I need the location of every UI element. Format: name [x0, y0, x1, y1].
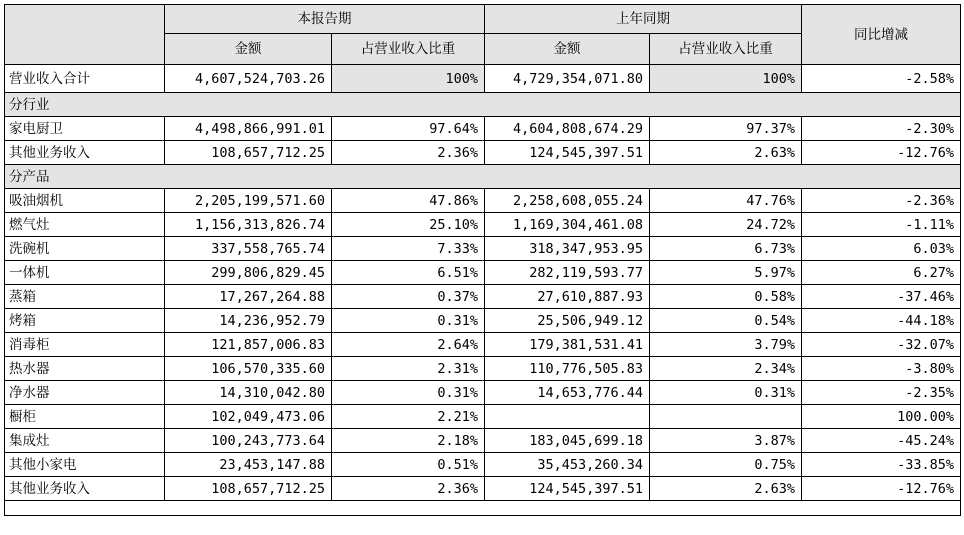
prev-share-cell: 3.79% [650, 333, 802, 357]
row-label: 烤箱 [5, 309, 165, 333]
cur-amount-cell: 23,453,147.88 [165, 453, 332, 477]
cur-share-cell: 0.37% [332, 285, 485, 309]
prev-amount-cell: 4,604,808,674.29 [485, 117, 650, 141]
prev-amount-cell: 179,381,531.41 [485, 333, 650, 357]
table-row [5, 261, 961, 285]
cur-amount-cell: 106,570,335.60 [165, 357, 332, 381]
yoy-cell: -32.07% [802, 333, 961, 357]
table-row [5, 453, 961, 477]
cur-amount-cell: 2,205,199,571.60 [165, 189, 332, 213]
cur-share-cell: 2.18% [332, 429, 485, 453]
prev-share-cell: 0.75% [650, 453, 802, 477]
row-label: 一体机 [5, 261, 165, 285]
cur-amount-cell: 14,310,042.80 [165, 381, 332, 405]
cur-share-cell: 2.64% [332, 333, 485, 357]
prev-share-cell: 3.87% [650, 429, 802, 453]
prev-share-cell: 97.37% [650, 117, 802, 141]
prev-share-cell: 2.63% [650, 477, 802, 501]
table-row [5, 477, 961, 501]
prev-amount-cell: 318,347,953.95 [485, 237, 650, 261]
cur-amount-cell: 17,267,264.88 [165, 285, 332, 309]
row-label: 蒸箱 [5, 285, 165, 309]
prev-amount-cell: 183,045,699.18 [485, 429, 650, 453]
yoy-cell: 6.03% [802, 237, 961, 261]
total-row [5, 65, 961, 93]
prev-amount-cell: 124,545,397.51 [485, 141, 650, 165]
table-row [5, 429, 961, 453]
table-row [5, 285, 961, 309]
yoy-cell: 6.27% [802, 261, 961, 285]
cur-share-cell: 0.31% [332, 381, 485, 405]
cur-amount-cell: 108,657,712.25 [165, 477, 332, 501]
row-label: 家电厨卫 [5, 117, 165, 141]
yoy-cell: -33.85% [802, 453, 961, 477]
prev-share-cell: 0.58% [650, 285, 802, 309]
prev-share-cell [650, 405, 802, 429]
row-label: 洗碗机 [5, 237, 165, 261]
cur-amount-cell: 1,156,313,826.74 [165, 213, 332, 237]
row-label: 热水器 [5, 357, 165, 381]
row-label: 吸油烟机 [5, 189, 165, 213]
revenue-breakdown-table [4, 4, 961, 516]
header-prev-share: 占营业收入比重 [650, 34, 802, 65]
yoy-cell: -2.36% [802, 189, 961, 213]
cur-share-cell: 100% [332, 65, 485, 93]
prev-share-cell: 0.31% [650, 381, 802, 405]
cur-amount-cell: 299,806,829.45 [165, 261, 332, 285]
header-prev-amount: 金额 [485, 34, 650, 65]
table-continuation-row [5, 501, 961, 516]
prev-amount-cell [485, 405, 650, 429]
yoy-cell: -3.80% [802, 357, 961, 381]
prev-share-cell: 100% [650, 65, 802, 93]
section-row-industry [5, 93, 961, 117]
prev-amount-cell: 110,776,505.83 [485, 357, 650, 381]
table-row [5, 381, 961, 405]
table-header [5, 5, 961, 65]
table-row [5, 309, 961, 333]
prev-amount-cell: 124,545,397.51 [485, 477, 650, 501]
yoy-cell: 100.00% [802, 405, 961, 429]
header-cur-share: 占营业收入比重 [332, 34, 485, 65]
table-row [5, 189, 961, 213]
cur-share-cell: 2.36% [332, 141, 485, 165]
continuation-cell [5, 501, 961, 516]
cur-amount-cell: 121,857,006.83 [165, 333, 332, 357]
prev-amount-cell: 35,453,260.34 [485, 453, 650, 477]
section-title: 分行业 [5, 93, 961, 117]
row-label: 其他业务收入 [5, 477, 165, 501]
table-row [5, 117, 961, 141]
table-row [5, 141, 961, 165]
cur-amount-cell: 14,236,952.79 [165, 309, 332, 333]
yoy-cell: -1.11% [802, 213, 961, 237]
row-label: 消毒柜 [5, 333, 165, 357]
yoy-cell: -2.35% [802, 381, 961, 405]
header-blank-cell [5, 5, 165, 65]
prev-amount-cell: 4,729,354,071.80 [485, 65, 650, 93]
row-label: 橱柜 [5, 405, 165, 429]
yoy-cell: -44.18% [802, 309, 961, 333]
cur-amount-cell: 4,498,866,991.01 [165, 117, 332, 141]
header-current-period: 本报告期 [165, 5, 485, 34]
header-yoy-change: 同比增减 [802, 5, 961, 65]
cur-amount-cell: 4,607,524,703.26 [165, 65, 332, 93]
yoy-cell: -12.76% [802, 477, 961, 501]
row-label: 净水器 [5, 381, 165, 405]
yoy-cell: -45.24% [802, 429, 961, 453]
cur-share-cell: 2.36% [332, 477, 485, 501]
prev-amount-cell: 27,610,887.93 [485, 285, 650, 309]
cur-share-cell: 7.33% [332, 237, 485, 261]
section-row-product [5, 165, 961, 189]
table-row [5, 405, 961, 429]
prev-share-cell: 5.97% [650, 261, 802, 285]
cur-share-cell: 47.86% [332, 189, 485, 213]
row-label: 燃气灶 [5, 213, 165, 237]
table-row [5, 237, 961, 261]
row-label: 其他小家电 [5, 453, 165, 477]
cur-share-cell: 2.31% [332, 357, 485, 381]
cur-share-cell: 97.64% [332, 117, 485, 141]
cur-amount-cell: 337,558,765.74 [165, 237, 332, 261]
cur-share-cell: 2.21% [332, 405, 485, 429]
cur-share-cell: 6.51% [332, 261, 485, 285]
prev-amount-cell: 25,506,949.12 [485, 309, 650, 333]
table-row [5, 357, 961, 381]
prev-amount-cell: 1,169,304,461.08 [485, 213, 650, 237]
prev-share-cell: 24.72% [650, 213, 802, 237]
header-cur-amount: 金额 [165, 34, 332, 65]
cur-amount-cell: 102,049,473.06 [165, 405, 332, 429]
prev-share-cell: 2.34% [650, 357, 802, 381]
header-last-year-period: 上年同期 [485, 5, 802, 34]
cur-share-cell: 0.31% [332, 309, 485, 333]
table-row [5, 213, 961, 237]
prev-share-cell: 2.63% [650, 141, 802, 165]
cur-share-cell: 25.10% [332, 213, 485, 237]
cur-amount-cell: 100,243,773.64 [165, 429, 332, 453]
table-row [5, 333, 961, 357]
yoy-cell: -37.46% [802, 285, 961, 309]
header-row-period [5, 5, 961, 34]
yoy-cell: -2.58% [802, 65, 961, 93]
row-label: 营业收入合计 [5, 65, 165, 93]
yoy-cell: -2.30% [802, 117, 961, 141]
cur-amount-cell: 108,657,712.25 [165, 141, 332, 165]
section-title: 分产品 [5, 165, 961, 189]
prev-share-cell: 0.54% [650, 309, 802, 333]
prev-amount-cell: 282,119,593.77 [485, 261, 650, 285]
prev-share-cell: 47.76% [650, 189, 802, 213]
prev-amount-cell: 14,653,776.44 [485, 381, 650, 405]
table-body [5, 65, 961, 516]
prev-amount-cell: 2,258,608,055.24 [485, 189, 650, 213]
row-label: 集成灶 [5, 429, 165, 453]
yoy-cell: -12.76% [802, 141, 961, 165]
row-label: 其他业务收入 [5, 141, 165, 165]
prev-share-cell: 6.73% [650, 237, 802, 261]
cur-share-cell: 0.51% [332, 453, 485, 477]
